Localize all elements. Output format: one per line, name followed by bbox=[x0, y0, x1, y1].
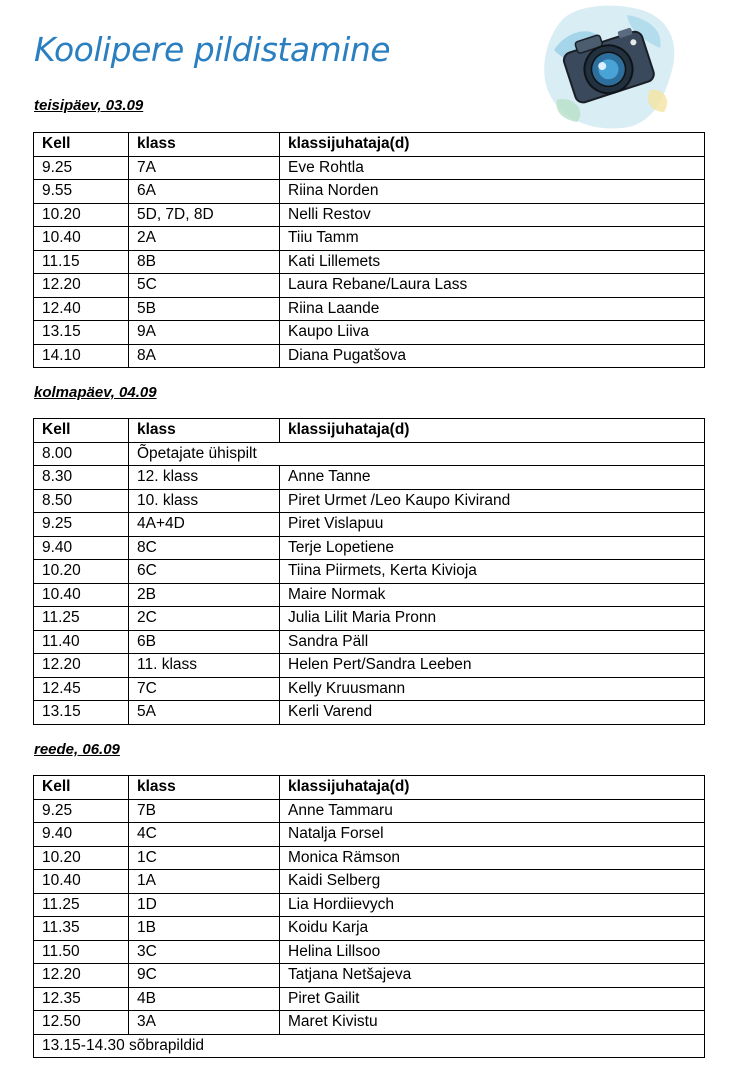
class-cell: 4C bbox=[129, 823, 280, 847]
table-row bbox=[34, 799, 705, 823]
table-row bbox=[34, 964, 705, 988]
class-cell: 7B bbox=[129, 799, 280, 823]
class-cell: 6C bbox=[129, 560, 280, 584]
teacher-cell: Anne Tanne bbox=[280, 466, 705, 490]
teacher-cell: Nelli Restov bbox=[280, 203, 705, 227]
class-cell: 5D, 7D, 8D bbox=[129, 203, 280, 227]
table-row bbox=[34, 607, 705, 631]
table-row bbox=[34, 227, 705, 251]
table-row bbox=[34, 917, 705, 941]
class-cell: 1C bbox=[129, 846, 280, 870]
table-row-friendship-photos bbox=[34, 1034, 705, 1058]
table-row bbox=[34, 940, 705, 964]
table-row bbox=[34, 823, 705, 847]
class-cell: 3C bbox=[129, 940, 280, 964]
teacher-cell: Kaidi Selberg bbox=[280, 870, 705, 894]
time-cell: 10.40 bbox=[34, 870, 129, 894]
class-cell: 8B bbox=[129, 250, 280, 274]
table-row bbox=[34, 203, 705, 227]
teacher-cell: Tiina Piirmets, Kerta Kivioja bbox=[280, 560, 705, 584]
table-row bbox=[34, 1011, 705, 1035]
teacher-cell: Kelly Kruusmann bbox=[280, 677, 705, 701]
column-header-class: klass bbox=[129, 419, 280, 443]
table-row bbox=[34, 560, 705, 584]
table-row-staff-photo bbox=[34, 442, 705, 466]
teacher-cell: Eve Rohtla bbox=[280, 156, 705, 180]
table-row bbox=[34, 536, 705, 560]
table-row bbox=[34, 344, 705, 368]
teacher-cell: Koidu Karja bbox=[280, 917, 705, 941]
time-cell: 12.20 bbox=[34, 274, 129, 298]
table-row bbox=[34, 489, 705, 513]
teacher-cell: Helen Pert/Sandra Leeben bbox=[280, 654, 705, 678]
time-cell: 12.20 bbox=[34, 964, 129, 988]
table-row bbox=[34, 846, 705, 870]
friendship-photos-cell: 13.15-14.30 sõbrapildid bbox=[34, 1034, 705, 1058]
schedule-table-wednesday bbox=[33, 418, 705, 725]
class-cell: 9A bbox=[129, 321, 280, 345]
class-cell: 6B bbox=[129, 630, 280, 654]
table-row bbox=[34, 180, 705, 204]
table-row bbox=[34, 630, 705, 654]
schedule-table-tuesday bbox=[33, 132, 705, 368]
class-cell: 4A+4D bbox=[129, 513, 280, 537]
time-cell: 11.40 bbox=[34, 630, 129, 654]
table-row bbox=[34, 513, 705, 537]
teacher-cell: Laura Rebane/Laura Lass bbox=[280, 274, 705, 298]
table-row bbox=[34, 156, 705, 180]
schedule-table-friday bbox=[33, 775, 705, 1058]
page-title: Koolipere pildistamine bbox=[34, 30, 391, 69]
class-cell: 5C bbox=[129, 274, 280, 298]
class-cell: 1A bbox=[129, 870, 280, 894]
time-cell: 13.15 bbox=[34, 701, 129, 725]
teacher-cell: Kaupo Liiva bbox=[280, 321, 705, 345]
time-cell: 13.15 bbox=[34, 321, 129, 345]
class-cell: 8A bbox=[129, 344, 280, 368]
teacher-cell: Natalja Forsel bbox=[280, 823, 705, 847]
column-header-teacher: klassijuhataja(d) bbox=[280, 133, 705, 157]
class-cell: 5B bbox=[129, 297, 280, 321]
teacher-cell: Terje Lopetiene bbox=[280, 536, 705, 560]
time-cell: 11.35 bbox=[34, 917, 129, 941]
time-cell: 10.40 bbox=[34, 227, 129, 251]
table-row bbox=[34, 250, 705, 274]
teacher-cell: Piret Urmet /Leo Kaupo Kivirand bbox=[280, 489, 705, 513]
time-cell: 14.10 bbox=[34, 344, 129, 368]
teacher-cell: Tiiu Tamm bbox=[280, 227, 705, 251]
table-header-row bbox=[34, 776, 705, 800]
time-cell: 12.35 bbox=[34, 987, 129, 1011]
time-cell: 12.50 bbox=[34, 1011, 129, 1035]
class-cell: 3A bbox=[129, 1011, 280, 1035]
time-cell: 8.00 bbox=[34, 442, 129, 466]
time-cell: 9.40 bbox=[34, 823, 129, 847]
class-cell: 1D bbox=[129, 893, 280, 917]
table-row bbox=[34, 987, 705, 1011]
teacher-cell: Riina Norden bbox=[280, 180, 705, 204]
class-cell: 9C bbox=[129, 964, 280, 988]
teacher-cell: Lia Hordiievych bbox=[280, 893, 705, 917]
teacher-cell: Riina Laande bbox=[280, 297, 705, 321]
table-row bbox=[34, 701, 705, 725]
time-cell: 12.20 bbox=[34, 654, 129, 678]
table-row bbox=[34, 321, 705, 345]
camera-illustration-icon bbox=[532, 0, 680, 132]
time-cell: 10.20 bbox=[34, 560, 129, 584]
teacher-cell: Anne Tammaru bbox=[280, 799, 705, 823]
event-cell: Õpetajate ühispilt bbox=[129, 442, 705, 466]
teacher-cell: Kati Lillemets bbox=[280, 250, 705, 274]
class-cell: 7A bbox=[129, 156, 280, 180]
class-cell: 1B bbox=[129, 917, 280, 941]
teacher-cell: Maire Normak bbox=[280, 583, 705, 607]
class-cell: 12. klass bbox=[129, 466, 280, 490]
table-row bbox=[34, 893, 705, 917]
time-cell: 12.40 bbox=[34, 297, 129, 321]
time-cell: 11.50 bbox=[34, 940, 129, 964]
day-heading-tuesday: teisipäev, 03.09 bbox=[34, 97, 144, 114]
class-cell: 8C bbox=[129, 536, 280, 560]
class-cell: 10. klass bbox=[129, 489, 280, 513]
time-cell: 10.40 bbox=[34, 583, 129, 607]
column-header-time: Kell bbox=[34, 133, 129, 157]
column-header-teacher: klassijuhataja(d) bbox=[280, 776, 705, 800]
column-header-class: klass bbox=[129, 776, 280, 800]
column-header-time: Kell bbox=[34, 776, 129, 800]
column-header-teacher: klassijuhataja(d) bbox=[280, 419, 705, 443]
table-row bbox=[34, 583, 705, 607]
table-row bbox=[34, 870, 705, 894]
teacher-cell: Kerli Varend bbox=[280, 701, 705, 725]
column-header-time: Kell bbox=[34, 419, 129, 443]
class-cell: 5A bbox=[129, 701, 280, 725]
table-row bbox=[34, 297, 705, 321]
time-cell: 8.30 bbox=[34, 466, 129, 490]
table-row bbox=[34, 466, 705, 490]
time-cell: 9.25 bbox=[34, 799, 129, 823]
table-row bbox=[34, 654, 705, 678]
teacher-cell: Monica Rämson bbox=[280, 846, 705, 870]
teacher-cell: Diana Pugatšova bbox=[280, 344, 705, 368]
class-cell: 6A bbox=[129, 180, 280, 204]
time-cell: 10.20 bbox=[34, 846, 129, 870]
time-cell: 12.45 bbox=[34, 677, 129, 701]
table-header-row bbox=[34, 133, 705, 157]
time-cell: 9.55 bbox=[34, 180, 129, 204]
class-cell: 4B bbox=[129, 987, 280, 1011]
time-cell: 8.50 bbox=[34, 489, 129, 513]
class-cell: 7C bbox=[129, 677, 280, 701]
teacher-cell: Tatjana Netšajeva bbox=[280, 964, 705, 988]
table-row bbox=[34, 274, 705, 298]
time-cell: 11.25 bbox=[34, 607, 129, 631]
time-cell: 11.15 bbox=[34, 250, 129, 274]
time-cell: 9.25 bbox=[34, 513, 129, 537]
table-header-row bbox=[34, 419, 705, 443]
class-cell: 2B bbox=[129, 583, 280, 607]
teacher-cell: Piret Gailit bbox=[280, 987, 705, 1011]
time-cell: 9.40 bbox=[34, 536, 129, 560]
teacher-cell: Julia Lilit Maria Pronn bbox=[280, 607, 705, 631]
teacher-cell: Maret Kivistu bbox=[280, 1011, 705, 1035]
teacher-cell: Piret Vislapuu bbox=[280, 513, 705, 537]
time-cell: 9.25 bbox=[34, 156, 129, 180]
time-cell: 11.25 bbox=[34, 893, 129, 917]
class-cell: 11. klass bbox=[129, 654, 280, 678]
class-cell: 2A bbox=[129, 227, 280, 251]
class-cell: 2C bbox=[129, 607, 280, 631]
time-cell: 10.20 bbox=[34, 203, 129, 227]
table-row bbox=[34, 677, 705, 701]
day-heading-friday: reede, 06.09 bbox=[34, 741, 120, 758]
teacher-cell: Sandra Päll bbox=[280, 630, 705, 654]
column-header-class: klass bbox=[129, 133, 280, 157]
day-heading-wednesday: kolmapäev, 04.09 bbox=[34, 384, 157, 401]
teacher-cell: Helina Lillsoo bbox=[280, 940, 705, 964]
